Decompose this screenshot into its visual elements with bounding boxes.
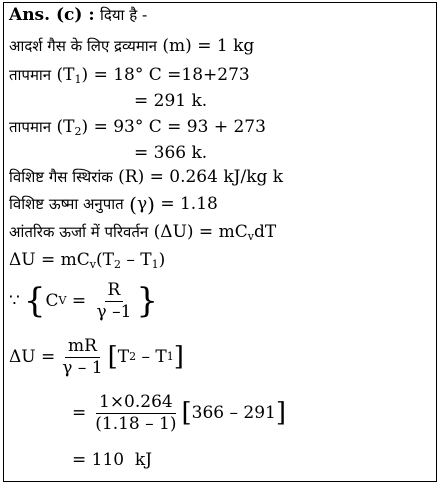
t1-line — [9, 65, 250, 85]
gas-constant-expr: (R) = 0.264 kJ/kg k — [118, 167, 284, 187]
du-eq-d: ) — [158, 250, 166, 270]
internal-energy-label: आंतरिक ऊर्जा में परिवर्तन — [9, 223, 149, 241]
mass-label: आदर्श गैस के लिए द्रव्यमान — [9, 37, 157, 55]
t2-label: तापमान — [9, 118, 52, 136]
du-frac-numerator: mR — [65, 337, 100, 358]
t2-expr-b: ) = 93° C = 93 + 273 — [81, 117, 266, 137]
cv-eq: = — [66, 291, 92, 311]
answer-label: Ans. (c) : — [9, 5, 95, 25]
du-eq-sub-1: 1 — [151, 258, 159, 271]
cv-fraction — [94, 281, 135, 322]
t1-result: = 291 k. — [134, 91, 208, 111]
sub-inner: 366 – 291 — [191, 403, 276, 423]
du-equation — [9, 250, 165, 270]
internal-sub: v — [247, 230, 254, 243]
cv-relation: ∵ { C V = $\frac{R}{\gamma -1}$ } — [9, 279, 159, 322]
sub-eq: = — [72, 403, 87, 423]
sub-numerator: 1×0.264 — [96, 393, 176, 414]
sub-lbracket: [ — [181, 398, 192, 428]
du-eq-c: – T — [121, 250, 152, 270]
t2-line — [9, 117, 266, 137]
du-frac-denominator: γ – 1 — [62, 357, 103, 378]
substitution-line — [72, 388, 286, 438]
internal-expr-a: (ΔU) = mC — [153, 222, 248, 242]
gamma-label: विशिष्ट ऊष्मा अनुपात — [9, 195, 124, 213]
du-eq-sub-v: v — [89, 258, 97, 271]
du-fraction — [59, 337, 105, 378]
du-eq-b: (T — [96, 250, 114, 270]
sub-rbracket: ] — [275, 398, 287, 428]
du-eq-a: ΔU = mC — [9, 250, 90, 270]
sub-denominator: (1.18 – 1) — [95, 413, 177, 434]
t1-label: तापमान — [9, 66, 52, 84]
du-frac-inner-b: – T — [136, 347, 167, 367]
internal-energy-line — [9, 222, 276, 242]
gas-constant-label: विशिष्ट गैस स्थिरांक — [9, 168, 113, 186]
final-result: = 110 kJ — [72, 450, 153, 470]
cv-rbrace: } — [136, 281, 159, 321]
du-frac-lbracket: [ — [107, 342, 118, 372]
t2-expr-a: (T — [56, 117, 75, 137]
t1-expr-a: (T — [56, 65, 75, 85]
du-eq-sub-2: 2 — [114, 258, 121, 271]
du-fraction-line: ΔU = $\frac{mR}{\gamma - 1}$ [ T 2 – T 1 ] — [9, 335, 184, 378]
mass-expr: (m) = 1 kg — [162, 36, 255, 56]
gamma-line — [9, 194, 218, 215]
du-frac-lhs: ΔU = — [9, 347, 56, 367]
gamma-lparen: ( — [129, 192, 137, 217]
given-label: दिया है - — [100, 6, 148, 24]
du-frac-inner-a: T — [117, 347, 130, 367]
gamma-symbol: γ — [136, 194, 148, 214]
cv-numerator: R — [105, 281, 124, 302]
mass-line — [9, 36, 254, 56]
gas-constant-line — [9, 167, 283, 187]
gamma-value: = 1.18 — [160, 194, 218, 214]
internal-expr-b: dT — [253, 222, 277, 242]
cv-lbrace: { — [23, 281, 46, 321]
du-frac-rbracket: ] — [173, 342, 184, 372]
gamma-rparen: ) — [147, 192, 155, 217]
cv-c: C — [45, 291, 59, 311]
cv-denominator: γ –1 — [96, 301, 132, 322]
t1-sub: 1 — [74, 73, 82, 86]
t1-expr-b: ) = 18° C =18+273 — [81, 65, 250, 85]
sub-fraction — [92, 393, 179, 434]
because-symbol: ∵ — [9, 291, 20, 311]
t2-sub: 2 — [74, 125, 82, 138]
answer-header — [9, 5, 147, 25]
t2-result: = 366 k. — [134, 143, 208, 163]
